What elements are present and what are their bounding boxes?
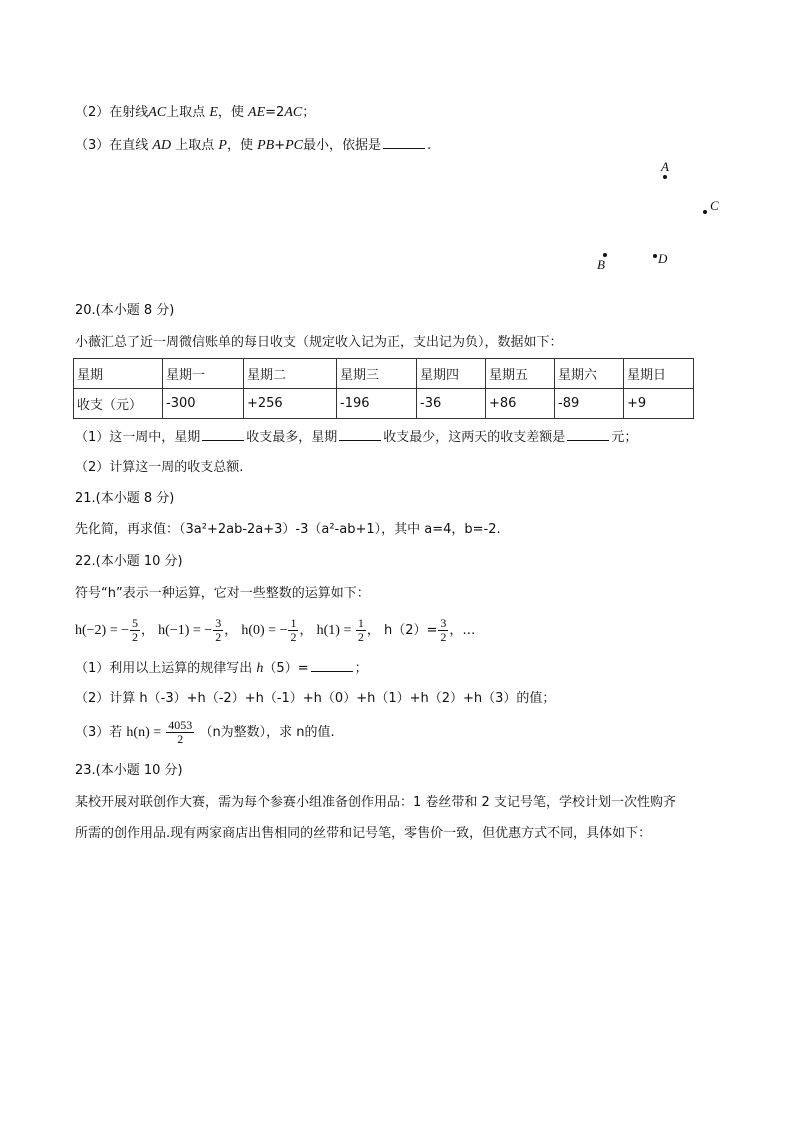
q23-header: 23.(本小题 10 分) xyxy=(75,763,183,778)
point-a-dot xyxy=(663,175,667,179)
h-value-lhs: h(0) = − xyxy=(241,623,288,638)
h-value-lhs: h(1) = xyxy=(316,623,355,638)
table-cell: 星期五 xyxy=(486,359,555,389)
point-c-dot xyxy=(703,210,707,214)
q21-header: 21.(本小题 8 分) xyxy=(75,491,175,506)
table-cell: -196 xyxy=(337,389,417,419)
q19-sub2 xyxy=(75,104,315,122)
table-cell: +9 xyxy=(624,389,694,419)
var-h: h xyxy=(256,661,264,676)
table-cell: 星期日 xyxy=(624,359,694,389)
point-a-label: A xyxy=(661,159,669,174)
table-cell: -36 xyxy=(417,389,486,419)
q20-sub1-a: （1）这一周中，星期 xyxy=(75,430,201,445)
h-value-lhs: h(−1) = − xyxy=(158,623,213,638)
q20-sub1-c: 收支最少，这两天的收支差额是 xyxy=(383,430,566,445)
q22-sub1-b: （5）= xyxy=(263,661,309,676)
separator: ， xyxy=(299,623,313,638)
q22-sub2: （2）计算 h（-3）+h（-2）+h（-1）+h（0）+h（1）+h（2）+h（3）的值； xyxy=(75,691,556,706)
fraction-numerator: 3 xyxy=(215,616,222,630)
fraction-numerator: 1 xyxy=(290,616,297,630)
var-ac: AC xyxy=(148,105,167,120)
q21-text: 先化简，再求值：（3a²+2ab-2a+3）-3（a²-ab+1），其中 a=4，b=-2. xyxy=(75,522,501,537)
fraction xyxy=(166,719,194,746)
point-c-label: C xyxy=(710,198,719,213)
q19-sub3-comma: ，使 xyxy=(226,138,253,153)
fraction-numerator: 3 xyxy=(440,616,447,630)
q23-line1: 某校开展对联创作大赛，需为每个参赛小组准备创作用品：1 卷丝带和 2 支记号笔，学校计划一次性购齐 xyxy=(75,795,676,810)
q20-sub1-b: 收支最多，星期 xyxy=(246,430,338,445)
fraction-denominator: 2 xyxy=(132,630,139,644)
table-cell: 星期六 xyxy=(555,359,624,389)
h-n-lhs: h(n) = xyxy=(126,725,162,740)
q19-sub3-prefix: （3）在直线 xyxy=(75,138,149,153)
answer-blank xyxy=(339,428,381,441)
fraction-denominator: 2 xyxy=(177,732,184,746)
answer-blank xyxy=(311,659,353,672)
fraction xyxy=(438,617,448,644)
q23-line2: 所需的创作用品.现有两家商店出售相同的丝带和记号笔，零售价一致，但优惠方式不同，具体如下： xyxy=(75,826,652,841)
table-cell: -89 xyxy=(555,389,624,419)
fraction-numerator: 4053 xyxy=(168,718,193,732)
table-cell: +86 xyxy=(486,389,555,419)
fraction-denominator: 2 xyxy=(440,630,447,644)
answer-blank xyxy=(202,428,244,441)
table-cell: 星期二 xyxy=(244,359,337,389)
q22-intro: 符号“h”表示一种运算，它对一些整数的运算如下： xyxy=(75,586,370,601)
q19-sub2-eq: =2 xyxy=(265,105,285,120)
q22-sub1 xyxy=(75,659,368,678)
answer-blank xyxy=(383,136,425,149)
q22-sub3 xyxy=(75,718,335,748)
q22-sub1-end: ； xyxy=(354,661,368,676)
point-d-dot xyxy=(653,254,657,258)
ellipsis: ，… xyxy=(449,623,476,638)
fraction-denominator: 2 xyxy=(357,630,364,644)
q19-sub2-prefix: （2）在射线 xyxy=(75,105,149,120)
h-value-lhs: h(−2) = − xyxy=(75,623,130,638)
var-ad: AD xyxy=(152,138,172,153)
separator: ， xyxy=(141,623,155,638)
q20-sub1-d: 元； xyxy=(611,430,638,445)
q20-sub2: （2）计算这一周的收支总额. xyxy=(75,460,244,475)
weekly-balance-table xyxy=(73,358,694,419)
fraction xyxy=(288,617,298,644)
q19-sub3-end: 最小，依据是 xyxy=(303,138,382,153)
q19-sub2-end: ； xyxy=(302,105,316,120)
q20-intro: 小薇汇总了近一周微信账单的每日收支（规定收入记为正，支出记为负），数据如下： xyxy=(75,335,563,350)
fraction-numerator: 1 xyxy=(357,616,364,630)
q22-sequence xyxy=(75,616,475,646)
point-b-label: B xyxy=(597,257,605,272)
var-ae: AE xyxy=(248,105,266,120)
fraction-numerator: 5 xyxy=(132,616,139,630)
q22-sub1-a: （1）利用以上运算的规律写出 xyxy=(75,661,253,676)
table-cell: 星期三 xyxy=(337,359,417,389)
fraction xyxy=(213,617,223,644)
answer-blank xyxy=(567,428,609,441)
var-pb: PB xyxy=(257,138,275,153)
q22-sub3-b: （n为整数），求 n的值. xyxy=(199,725,335,740)
var-pc: PC xyxy=(285,138,304,153)
q19-sub2-comma: ，使 xyxy=(217,105,244,120)
table-cell: 星期 xyxy=(74,359,163,389)
separator: ， xyxy=(224,623,238,638)
fraction-denominator: 2 xyxy=(290,630,297,644)
table-row xyxy=(74,389,694,419)
point-d-label: D xyxy=(658,251,668,266)
table-cell: +256 xyxy=(244,389,337,419)
table-row xyxy=(74,359,694,389)
q19-sub2-mid: 上取点 xyxy=(166,105,206,120)
q19-sub3-period: . xyxy=(427,138,432,153)
table-cell: 星期一 xyxy=(163,359,244,389)
q20-header: 20.(本小题 8 分) xyxy=(75,303,175,318)
q22-sub3-a: （3）若 xyxy=(75,725,123,740)
h-value-lhs: h（2）= xyxy=(384,623,438,638)
fraction xyxy=(356,617,366,644)
q20-sub1 xyxy=(75,428,637,447)
table-cell: 星期四 xyxy=(417,359,486,389)
separator: ， xyxy=(366,623,380,638)
q22-header: 22.(本小题 10 分) xyxy=(75,554,183,569)
fraction xyxy=(130,617,140,644)
var-ac-2: AC xyxy=(284,105,303,120)
table-cell: -300 xyxy=(163,389,244,419)
var-p: P xyxy=(218,138,227,153)
table-cell: 收支（元） xyxy=(74,389,163,419)
var-e: E xyxy=(209,105,218,120)
fraction-denominator: 2 xyxy=(215,630,222,644)
q19-sub3-mid: 上取点 xyxy=(175,138,215,153)
q19-sub3 xyxy=(75,136,431,155)
plus-sign: + xyxy=(274,138,286,153)
